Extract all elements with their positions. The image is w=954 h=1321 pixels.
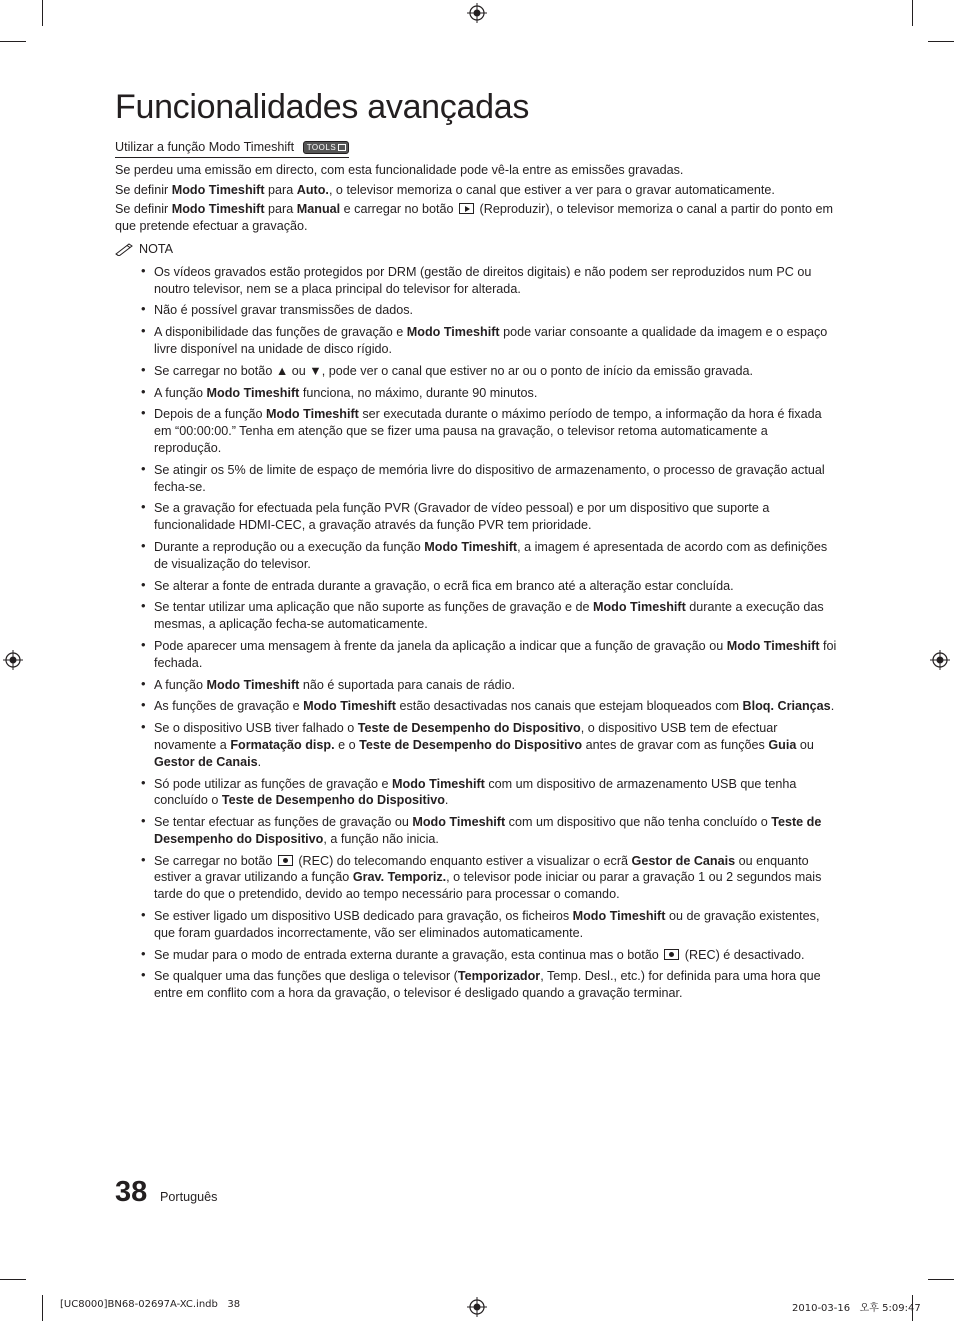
text-run: com um dispositivo de armazenamento USB que tenha concluído o bbox=[154, 776, 797, 808]
text-run: , o televisor memoriza o canal que estiver a ver para o gravar automaticamente. bbox=[328, 182, 775, 197]
text-run: para bbox=[264, 182, 297, 197]
bullet-icon: • bbox=[141, 851, 146, 867]
bold-term: Modo Timeshift bbox=[726, 638, 820, 653]
text-run: Se tentar efectuar as funções de gravação ou bbox=[154, 815, 413, 830]
text-run: Se alterar a fonte de entrada durante a gravação, o ecrã fica em branco até a alteração estar concluída. bbox=[154, 578, 734, 593]
text-run: antes de gravar com as funções bbox=[582, 737, 769, 752]
text-run: pode variar consoante a qualidade da imagem e o espaço livre disponível na unidade de disco rígido. bbox=[154, 325, 828, 356]
text-run: (REC) é desactivado. bbox=[681, 947, 805, 962]
bold-term: Manual bbox=[296, 202, 341, 217]
note-item bbox=[115, 406, 837, 456]
note-item bbox=[115, 302, 837, 319]
bold-term: Bloq. Crianças bbox=[742, 699, 831, 714]
text-run: , a função não inicia. bbox=[323, 831, 439, 846]
bold-term: Modo Timeshift bbox=[171, 202, 265, 217]
tools-badge-label: TOOLS bbox=[306, 143, 337, 152]
rec-button-icon bbox=[278, 855, 293, 866]
registration-mark-icon bbox=[930, 650, 950, 670]
print-slug-date: 2010-03-16 오후 5:09:47 bbox=[792, 1303, 921, 1314]
text-run: (Reproduzir), o televisor memoriza o canal a partir do ponto em que pretende efectuar a gravação. bbox=[115, 202, 834, 234]
auto-mode-paragraph bbox=[115, 182, 837, 199]
text-run: , o televisor pode iniciar ou parar a gravação 1 ou 2 segundos mais tarde do que o pretendido, devido ao tempo necessário para processar o comando. bbox=[154, 870, 822, 902]
bold-term: Modo Timeshift bbox=[424, 539, 518, 554]
text-run: e o bbox=[334, 737, 360, 752]
intro-paragraph: Se perdeu uma emissão em directo, com esta funcionalidade pode vê-la entre as emissões gravadas. bbox=[115, 162, 684, 177]
bullet-icon: • bbox=[141, 675, 146, 691]
bullet-icon: • bbox=[141, 598, 146, 614]
crop-mark bbox=[0, 41, 26, 42]
note-item bbox=[115, 720, 837, 770]
bold-term: Modo Timeshift bbox=[171, 182, 265, 197]
bullet-icon: • bbox=[141, 967, 146, 983]
bullet-icon: • bbox=[141, 262, 146, 278]
note-item bbox=[115, 638, 837, 672]
text-run: ser executada durante o máximo período de tempo, a informação da hora é fixada em “00:00:00.” Tenha em atenção que se fizer uma pausa na gravação, o televisor retoma automaticamente a reprodução. bbox=[154, 407, 822, 455]
text-run: funciona, no máximo, durante 90 minutos. bbox=[299, 385, 538, 400]
bullet-icon: • bbox=[141, 945, 146, 961]
text-run: Se carregar no botão ▲ ou ▼, pode ver o canal que estiver no ar ou o ponto de início da emissão gravada. bbox=[154, 363, 754, 378]
note-item bbox=[115, 677, 837, 694]
bullet-icon: • bbox=[141, 537, 146, 553]
note-item bbox=[115, 324, 837, 358]
bold-term: Gestor de Canais bbox=[154, 754, 258, 769]
bold-term: Modo Timeshift bbox=[303, 699, 396, 714]
crop-mark bbox=[42, 1295, 43, 1321]
bullet-icon: • bbox=[141, 499, 146, 515]
manual-mode-paragraph bbox=[115, 201, 837, 235]
bold-term: Teste de Desempenho do Dispositivo bbox=[154, 815, 822, 846]
crop-mark bbox=[42, 0, 43, 26]
note-item bbox=[115, 947, 837, 964]
bullet-icon: • bbox=[141, 405, 146, 421]
notes-list bbox=[115, 264, 837, 1002]
bold-term: Modo Timeshift bbox=[592, 600, 686, 615]
bold-term: Teste de Desempenho do Dispositivo bbox=[357, 721, 581, 736]
bold-term: Modo Timeshift bbox=[572, 909, 666, 924]
text-run: Se estiver ligado um dispositivo USB dedicado para gravação, os ficheiros bbox=[154, 909, 573, 924]
bullet-icon: • bbox=[141, 383, 146, 399]
bold-term: Temporizador bbox=[457, 969, 541, 984]
bold-term: Formatação disp. bbox=[230, 737, 335, 752]
text-run: A disponibilidade das funções de gravação e bbox=[154, 325, 407, 340]
text-run: A função bbox=[154, 677, 207, 692]
text-run: , Temp. Desl., etc.) for definida para uma hora que entre em conflito com a hora da gravação, o televisor é desligado quando a gravação terminar. bbox=[154, 969, 821, 1001]
text-run: Não é possível gravar transmissões de dados. bbox=[154, 303, 414, 318]
bullet-icon: • bbox=[141, 636, 146, 652]
play-button-icon bbox=[459, 203, 474, 214]
section-heading bbox=[115, 139, 349, 158]
note-item bbox=[115, 908, 837, 942]
bold-term: Modo Timeshift bbox=[392, 776, 485, 791]
text-run: Depois de a função bbox=[154, 407, 267, 422]
crop-mark bbox=[928, 41, 954, 42]
bold-term: Guia bbox=[768, 737, 797, 752]
bullet-icon: • bbox=[141, 813, 146, 829]
crop-mark bbox=[928, 1279, 954, 1280]
text-run: estão desactivadas nos canais que estejam bloqueados com bbox=[395, 699, 743, 714]
footer-language: Português bbox=[160, 1190, 218, 1204]
rec-button-icon bbox=[664, 949, 679, 960]
note-item bbox=[115, 462, 837, 496]
note-item bbox=[115, 539, 837, 573]
registration-mark-icon bbox=[3, 650, 23, 670]
bold-term: Modo Timeshift bbox=[412, 815, 506, 830]
note-item bbox=[115, 385, 837, 402]
text-run: Se definir bbox=[115, 202, 172, 217]
bold-term: Teste de Desempenho do Dispositivo bbox=[359, 737, 583, 752]
note-item bbox=[115, 264, 837, 298]
text-run: com um dispositivo que não tenha concluído o bbox=[505, 815, 772, 830]
note-item bbox=[115, 578, 837, 595]
note-item bbox=[115, 500, 837, 534]
text-run: Só pode utilizar as funções de gravação e bbox=[154, 776, 393, 791]
note-item bbox=[115, 698, 837, 715]
note-label: NOTA bbox=[139, 241, 174, 256]
bold-term: Modo Timeshift bbox=[406, 325, 500, 340]
note-item bbox=[115, 599, 837, 633]
text-run: Se mudar para o modo de entrada externa durante a gravação, esta continua mas o botão bbox=[154, 947, 663, 962]
text-run: . bbox=[257, 754, 262, 769]
content-area bbox=[115, 139, 837, 1007]
bold-term: Gestor de Canais bbox=[631, 853, 736, 868]
bold-term: Grav. Temporiz. bbox=[352, 870, 447, 885]
bullet-icon: • bbox=[141, 907, 146, 923]
bold-term: Teste de Desempenho do Dispositivo bbox=[221, 793, 445, 808]
bullet-icon: • bbox=[141, 719, 146, 735]
page-title: Funcionalidades avançadas bbox=[115, 88, 530, 126]
text-run: Se carregar no botão bbox=[154, 853, 276, 868]
text-run: e carregar no botão bbox=[340, 202, 458, 217]
note-item bbox=[115, 853, 837, 903]
text-run: Durante a reprodução ou a execução da função bbox=[154, 539, 425, 554]
text-run: Se qualquer uma das funções que desliga o televisor ( bbox=[154, 969, 458, 984]
bold-term: Modo Timeshift bbox=[266, 407, 359, 422]
text-run: Se tentar utilizar uma aplicação que não suporte as funções de gravação e de bbox=[154, 600, 593, 615]
text-run: A função bbox=[154, 385, 207, 400]
text-run: . bbox=[830, 699, 835, 714]
note-header bbox=[115, 241, 837, 258]
text-run: (REC) do telecomando enquanto estiver a visualizar o ecrã bbox=[294, 853, 632, 868]
text-run: Se atingir os 5% de limite de espaço de memória livre do dispositivo de armazenamento, o processo de gravação actual fecha-se. bbox=[154, 462, 825, 494]
text-run: durante a execução das mesmas, a aplicação fecha-se automaticamente. bbox=[154, 600, 824, 632]
text-run: foi fechada. bbox=[154, 638, 837, 670]
text-run: Se definir bbox=[115, 182, 172, 197]
bullet-icon: • bbox=[141, 576, 146, 592]
pencil-note-icon bbox=[115, 242, 135, 256]
text-run: , o dispositivo USB tem de efectuar novamente a bbox=[154, 721, 778, 752]
text-run: ou bbox=[796, 737, 814, 752]
bullet-icon: • bbox=[141, 460, 146, 476]
crop-mark bbox=[0, 1279, 26, 1280]
crop-mark bbox=[912, 0, 913, 26]
section-heading-text: Utilizar a função Modo Timeshift bbox=[115, 140, 295, 154]
bullet-icon: • bbox=[141, 301, 146, 317]
bullet-icon: • bbox=[141, 361, 146, 377]
note-item bbox=[115, 776, 837, 810]
registration-mark-icon bbox=[467, 3, 487, 23]
bold-term: Modo Timeshift bbox=[206, 385, 300, 400]
text-run: Se a gravação for efectuada pela função PVR (Gravador de vídeo pessoal) e por um dispositivo que suporte a funcionalidade HDMI-CEC, a gravação através da função PVR tem prioridade. bbox=[154, 501, 770, 533]
print-slug-file: [UC8000]BN68-02697A-XC.indb 38 bbox=[60, 1299, 241, 1310]
tools-badge bbox=[303, 141, 349, 154]
text-run: . bbox=[444, 793, 449, 808]
tools-return-icon bbox=[338, 144, 346, 151]
text-run: Pode aparecer uma mensagem à frente da janela da aplicação a indicar que a função de gravação ou bbox=[154, 638, 727, 653]
text-run: Os vídeos gravados estão protegidos por DRM (gestão de direitos digitais) e não podem ser reproduzidos num PC ou noutro televisor, nem se a placa principal do televisor for alterada. bbox=[154, 264, 812, 296]
text-run: não é suportada para canais de rádio. bbox=[299, 677, 515, 692]
text-run: Se o dispositivo USB tiver falhado o bbox=[154, 721, 358, 736]
text-run: para bbox=[264, 202, 297, 217]
bold-term: Modo Timeshift bbox=[206, 677, 300, 692]
note-item bbox=[115, 814, 837, 848]
note-item bbox=[115, 968, 837, 1002]
registration-mark-icon bbox=[467, 1297, 487, 1317]
bullet-icon: • bbox=[141, 323, 146, 339]
text-run: ou de gravação existentes, que foram guardados incorrectamente, vão ser eliminados automaticamente. bbox=[154, 909, 820, 940]
page-number: 38 bbox=[115, 1176, 148, 1208]
bold-term: Auto. bbox=[296, 182, 329, 197]
note-item bbox=[115, 363, 837, 380]
text-run: ou enquanto estiver a gravar utilizando a função bbox=[154, 853, 809, 885]
text-run: As funções de gravação e bbox=[154, 699, 304, 714]
bullet-icon: • bbox=[141, 774, 146, 790]
bullet-icon: • bbox=[141, 697, 146, 713]
text-run: , a imagem é apresentada de acordo com as definições de visualização do televisor. bbox=[154, 539, 828, 571]
